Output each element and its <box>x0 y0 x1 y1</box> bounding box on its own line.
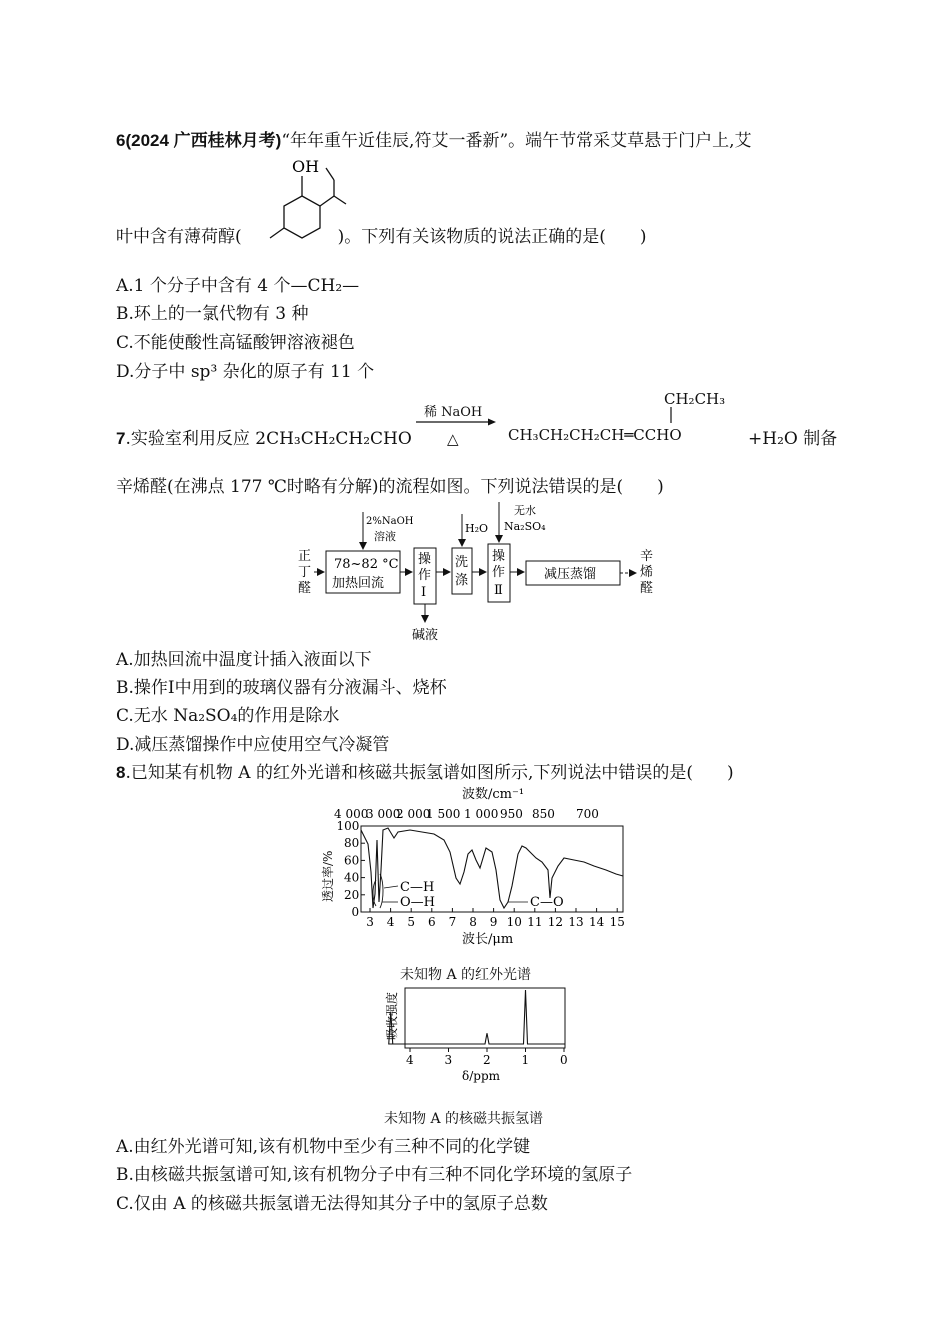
nmr-caption: 未知物 A 的核磁共振氢谱 <box>384 1111 544 1127</box>
svg-text:Ⅰ: Ⅰ <box>421 585 427 600</box>
svg-text:涤: 涤 <box>455 573 469 588</box>
ir-label-ch: C—H <box>400 880 435 895</box>
nmr-x-tick-label: 1 <box>521 1053 530 1067</box>
q6-option-c: C.不能使酸性高锰酸钾溶液褪色 <box>116 333 355 353</box>
q8-option-b: B.由核磁共振氢谱可知,该有机物分子中有三种不同化学环境的氢原子 <box>116 1165 633 1185</box>
q6-line2 <box>116 226 647 248</box>
ir-top-tick-label: 700 <box>576 807 599 821</box>
ir-label-co: C—O <box>530 895 564 910</box>
ir-spectrum <box>310 782 650 954</box>
q7-product-main: CH₃CH₂CH₂CH═CCHO <box>508 426 682 444</box>
flow-start-3: 醛 <box>298 581 312 596</box>
reaction-arrow <box>414 417 498 427</box>
ir-x-tick-label: 8 <box>469 915 477 929</box>
ir-top-tick-label: 1 500 <box>426 807 461 821</box>
svg-text:烯: 烯 <box>640 565 654 580</box>
ir-top-tick-label: 2 000 <box>396 807 431 821</box>
ir-x-tick-label: 6 <box>428 915 436 929</box>
ir-top-axis-title: 波数/cm⁻¹ <box>462 787 525 802</box>
nmr-x-tick-label: 3 <box>444 1053 453 1067</box>
q7-flowchart <box>290 500 670 645</box>
ir-x-tick-label: 5 <box>407 915 416 929</box>
ir-x-tick-label: 7 <box>448 915 457 929</box>
ir-x-tick-label: 14 <box>589 915 605 929</box>
q8-option-a: A.由红外光谱可知,该有机物中至少有三种不同的化学键 <box>116 1137 531 1157</box>
q7-option-c: C.无水 Na₂SO₄的作用是除水 <box>116 706 340 726</box>
ir-x-tick-label: 11 <box>527 915 543 929</box>
ir-caption: 未知物 A 的红外光谱 <box>400 967 532 983</box>
flow-box1-a: 78~82 °C <box>334 557 399 572</box>
product-branch-bond <box>668 407 674 423</box>
q7-arrow-under: △ <box>447 430 459 448</box>
q6-option-d: D.分子中 sp³ 杂化的原子有 11 个 <box>116 362 375 382</box>
ir-x-tick-label: 12 <box>547 915 564 929</box>
q8-stem-line <box>116 762 734 784</box>
q7-number: 7 <box>116 429 126 448</box>
ir-top-tick-label: 850 <box>532 807 555 821</box>
ir-x-tick-label: 4 <box>386 915 395 929</box>
flow-start-1: 正 <box>298 549 312 564</box>
nmr-x-tick-label: 0 <box>560 1053 568 1067</box>
q8-option-c: C.仅由 A 的核磁共振氢谱无法得知其分子中的氢原子总数 <box>116 1194 548 1214</box>
ir-y-tick-label: 0 <box>351 905 360 919</box>
struct-oh-label: OH <box>292 157 320 176</box>
flow-reagent1-b: 溶液 <box>374 530 396 543</box>
nmr-x-title: δ/ppm <box>462 1069 501 1083</box>
nmr-spectrum <box>374 982 594 1086</box>
ir-x-tick-label: 10 <box>506 915 522 929</box>
ir-y-title: 透过率/% <box>321 850 335 902</box>
flow-waste: 碱液 <box>412 628 439 643</box>
q6-source: (2024 广西桂林月考) <box>125 131 282 150</box>
ir-top-tick-label: 1 000 <box>464 807 499 821</box>
ir-x-tick-label: 3 <box>366 915 374 929</box>
svg-text:辛: 辛 <box>640 549 654 564</box>
ir-y-tick-label: 40 <box>344 870 360 885</box>
ir-label-oh: O—H <box>400 895 435 910</box>
ir-y-tick-label: 60 <box>344 853 360 868</box>
svg-text:作: 作 <box>418 568 432 583</box>
q6-stem-b-post: )。下列有关该物质的说法正确的是( ) <box>337 227 647 247</box>
svg-text:操: 操 <box>418 552 432 567</box>
svg-text:醛: 醛 <box>640 581 654 596</box>
ir-y-tick-label: 20 <box>344 887 360 902</box>
flow-distill: 减压蒸馏 <box>544 567 597 582</box>
svg-text:操: 操 <box>492 549 506 564</box>
ir-x-title: 波长/μm <box>462 932 514 947</box>
q7-product-top: CH₂CH₃ <box>664 390 726 408</box>
q8-stem: .已知某有机物 A 的红外光谱和核磁共振氢谱如图所示,下列说法中错误的是( ) <box>125 763 734 783</box>
ir-x-tick-label: 13 <box>568 915 584 929</box>
q7-option-d: D.减压蒸馏操作中应使用空气冷凝管 <box>116 735 390 755</box>
q6-number: 6 <box>116 131 126 150</box>
q7-stem-line2: 辛烯醛(在沸点 177 ℃时略有分解)的流程如图。下列说法错误的是( ) <box>116 477 664 497</box>
nmr-x-tick-label: 2 <box>483 1053 491 1067</box>
flow-reagent2: H₂O <box>465 522 489 535</box>
q6-option-b: B.环上的一氯代物有 3 种 <box>116 304 309 324</box>
q6-stem-b-pre: 叶中含有薄荷醇( <box>116 227 242 247</box>
ir-x-tick-label: 9 <box>489 915 498 929</box>
q6-line1 <box>116 130 752 152</box>
flow-reagent3-a: 无水 <box>514 504 536 517</box>
ir-top-tick-label: 3 000 <box>366 807 401 821</box>
ir-y-tick-label: 80 <box>344 836 360 851</box>
q8-number: 8 <box>116 763 126 782</box>
nmr-x-tick-label: 4 <box>406 1053 414 1067</box>
nmr-trace <box>389 990 565 1044</box>
q7-line1 <box>116 428 412 450</box>
svg-text:Ⅱ: Ⅱ <box>494 583 503 598</box>
flow-start-2: 丁 <box>298 565 312 580</box>
q6-stem-a: “年年重午近佳辰,符艾一番新”。端午节常采艾草悬于门户上,艾 <box>281 131 752 151</box>
q7-stem-post: +H₂O 制备 <box>748 429 838 449</box>
ir-top-tick-label: 4 000 <box>334 807 369 821</box>
q7-arrow-label: 稀 NaOH <box>424 405 483 420</box>
q7-stem-pre: .实验室利用反应 2CH₃CH₂CH₂CHO <box>125 429 412 449</box>
svg-text:作: 作 <box>492 565 506 580</box>
flow-reagent1-a: 2%NaOH <box>366 516 414 527</box>
nmr-y-title: 吸收强度 <box>385 991 399 1040</box>
q7-option-b: B.操作Ⅰ中用到的玻璃仪器有分液漏斗、烧杯 <box>116 678 447 698</box>
q6-option-a: A.1 个分子中含有 4 个—CH₂— <box>116 276 360 296</box>
svg-text:洗: 洗 <box>455 555 469 570</box>
ir-top-tick-label: 950 <box>500 807 523 821</box>
q7-option-a: A.加热回流中温度计插入液面以下 <box>116 650 372 670</box>
ir-x-tick-label: 15 <box>609 915 625 929</box>
flow-reagent3-b: Na₂SO₄ <box>504 520 546 533</box>
ir-y-tick-label: 100 <box>336 819 360 833</box>
flow-box1-b: 加热回流 <box>332 576 385 591</box>
